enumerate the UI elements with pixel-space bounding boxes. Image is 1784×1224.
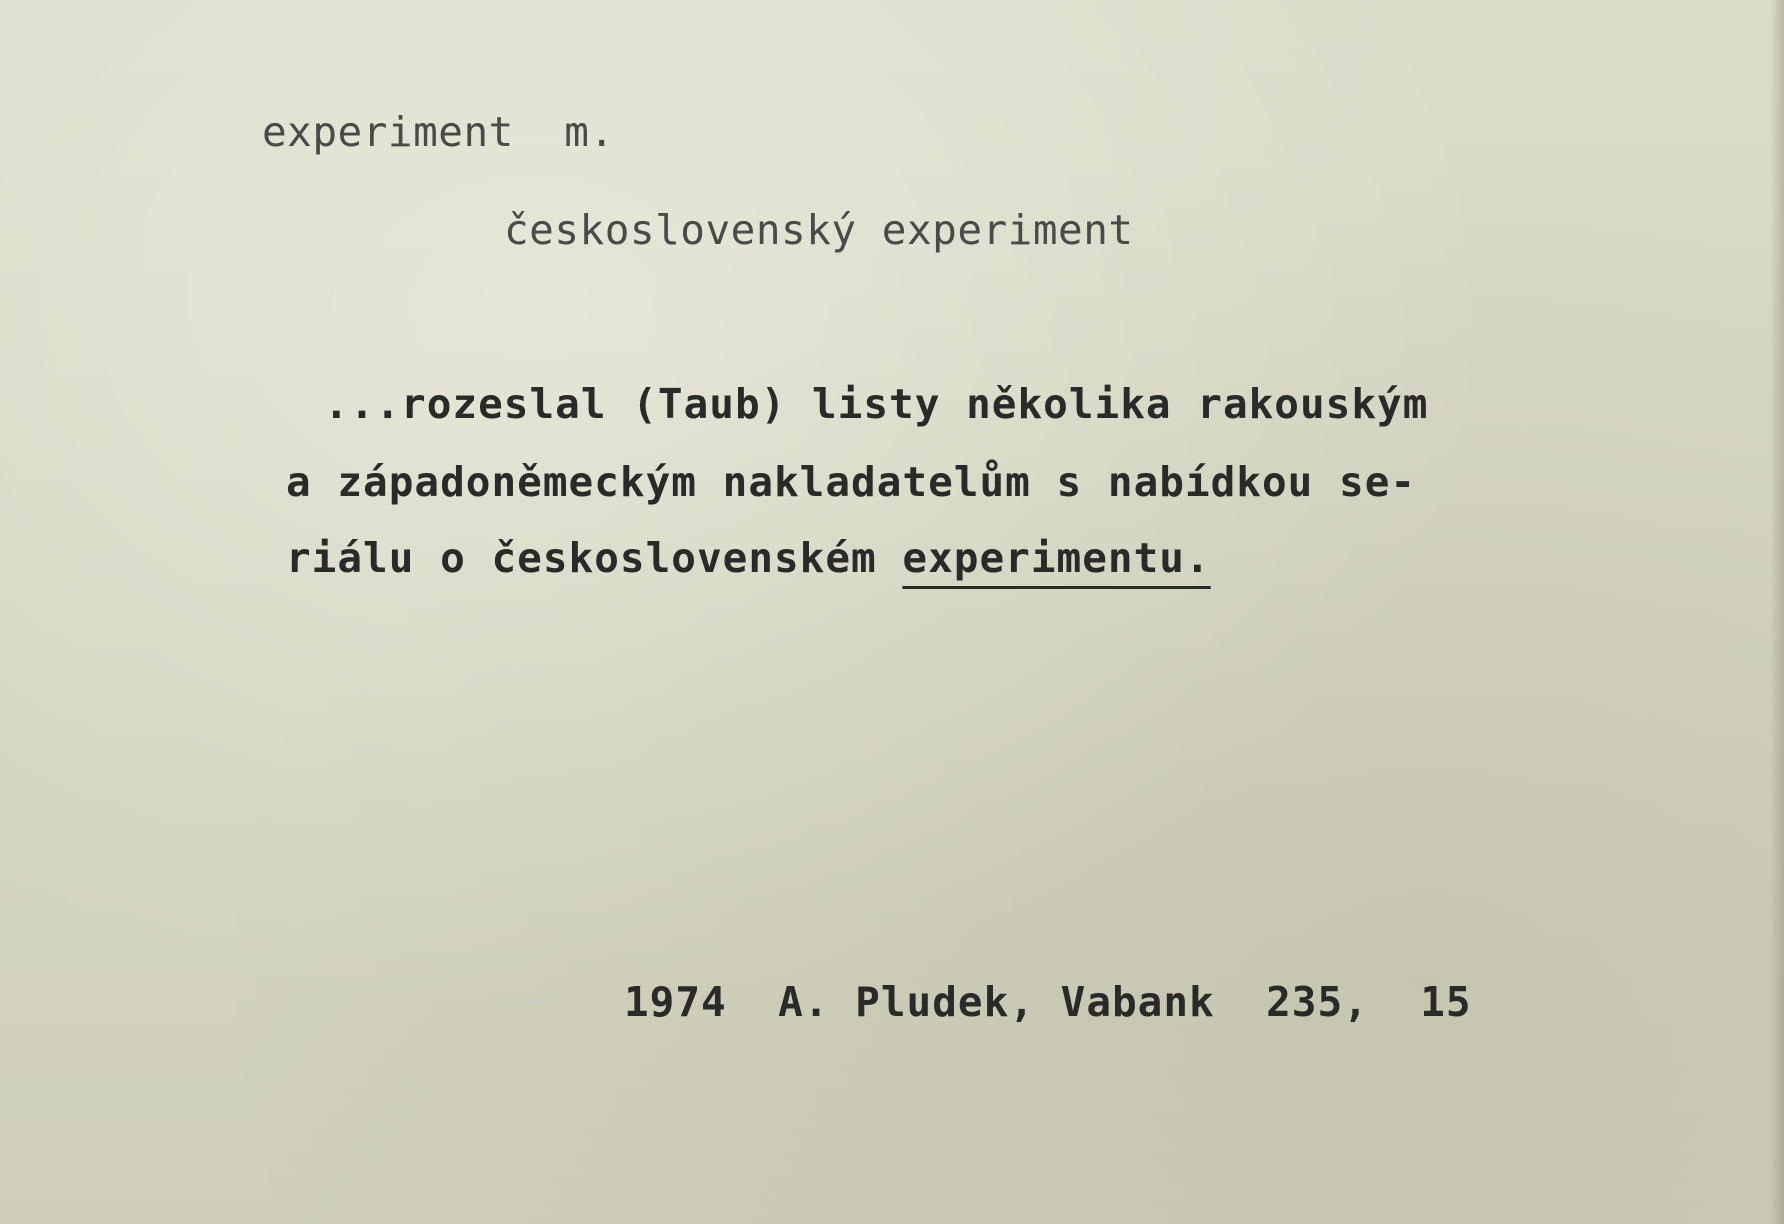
quote-line-1: ...rozeslal (Taub) listy několika rakouským (324, 380, 1429, 428)
card-edge-shadow (1770, 0, 1784, 1224)
quote-line-2: a západoněmeckým nakladatelům s nabídkou se- (286, 458, 1417, 506)
phrase-heading: československý experiment (504, 206, 1134, 254)
quote-line-3 (286, 534, 1211, 582)
underlined-keyword: experimentu. (902, 534, 1211, 582)
quote-line-3-text: riálu o československém (286, 534, 903, 582)
headword: experiment m. (262, 108, 615, 156)
source-citation: 1974 A. Pludek, Vabank 235, 15 (624, 978, 1472, 1026)
